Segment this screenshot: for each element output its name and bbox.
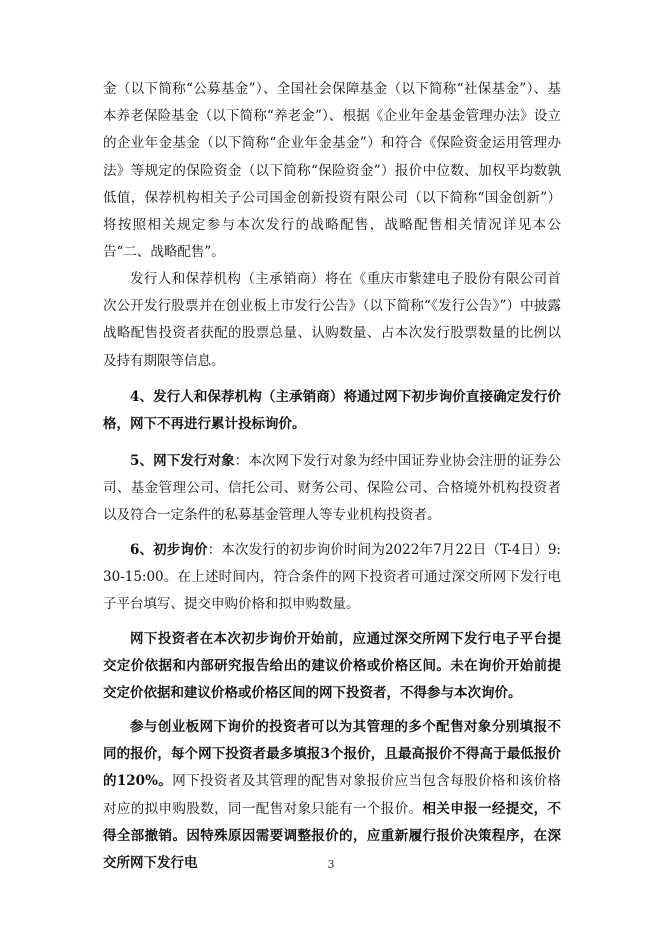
paragraph-text: 发行人和保荐机构（主承销商）将在《重庆市紫建电子股份有限公司首次公开发行股票并在创业板上市发行公告》（以下简称“《发行公告》”）中披露战略配售投资者获配的股票总量、认购数量、占本次发行股票数量的比例以及持有期限等信息。 bbox=[103, 271, 561, 369]
paragraph-bold-text: 相关申报一经提交，不得全部撤销。因特殊原因需要调整报价的，应重新履行报价决策程序，在深交所网下发行电 bbox=[103, 800, 561, 872]
paragraph-public-fund bbox=[103, 76, 561, 266]
paragraph-text: 网下投资者及其管理的配售对象报价应当包含每股价格和该价格对应的拟申购股数，同一配售对象只能有一个报价。 bbox=[103, 773, 562, 817]
paragraph-lead: 5、网下发行对象 bbox=[130, 453, 235, 469]
paragraph-lead: 6、初步询价 bbox=[130, 542, 208, 558]
paragraph-bold-text: 4、发行人和保荐机构（主承销商）将通过网下初步询价直接确定发行价格，网下不再进行累计投标询价。 bbox=[103, 389, 561, 433]
paragraph-bold-text: 参与创业板网下询价的投资者可以为其管理的多个配售对象分别填报不同的报价，每个网下投资者最多填报3个报价，且最高报价不得高于最低报价的120%。 bbox=[103, 719, 561, 790]
paragraph-bold-text: 网下投资者在本次初步询价开始前，应通过深交所网下发行电子平台提交定价依据和内部研究报告给出的建议价格或价格区间。未在询价开始前提交定价依据和建议价格或价格区间的网下投资者，不得参与本次询价。 bbox=[103, 631, 561, 702]
paragraph-pricing-basis bbox=[103, 626, 561, 708]
paragraph-offline-targets bbox=[103, 448, 561, 530]
paragraph-initial-inquiry bbox=[103, 537, 561, 619]
paragraph-pricing-method bbox=[103, 384, 561, 438]
paragraph-text: 金（以下简称“公募基金”）、全国社会保障基金（以下简称“社保基金”）、基本养老保险基金（以下简称“养老金”）、根据《企业年金基金管理办法》设立的企业年金基金（以下简称“企业年金基金”）和符合《保险资金运用管理办法》等规定的保险资金（以下简称“保险资金”）报价中位数、加权平均数孰低值，保荐机构相关子公司国金创新投资有限公司（以下简称“国金创新”）将按照相关规定参与本次发行的战略配售，战略配售相关情况详见本公告“二、战略配售”。 bbox=[103, 81, 561, 261]
paragraph-text: ：本次发行的初步询价时间为2022年7月22日（T-4日）9:30-15:00。在上述时间内，符合条件的网下投资者可通过深交所网下发行电子平台填写、提交申购价格和拟申购数量。 bbox=[103, 542, 561, 613]
paragraph-quotation-rules bbox=[103, 714, 561, 877]
paragraph-text: ：本次网下发行对象为经中国证券业协会注册的证券公司、基金管理公司、信托公司、财务公司、保险公司、合格境外机构投资者以及符合一定条件的私募基金管理人等专业机构投资者。 bbox=[103, 453, 561, 524]
page-number: 3 bbox=[327, 858, 335, 871]
paragraph-disclosure bbox=[103, 266, 561, 375]
